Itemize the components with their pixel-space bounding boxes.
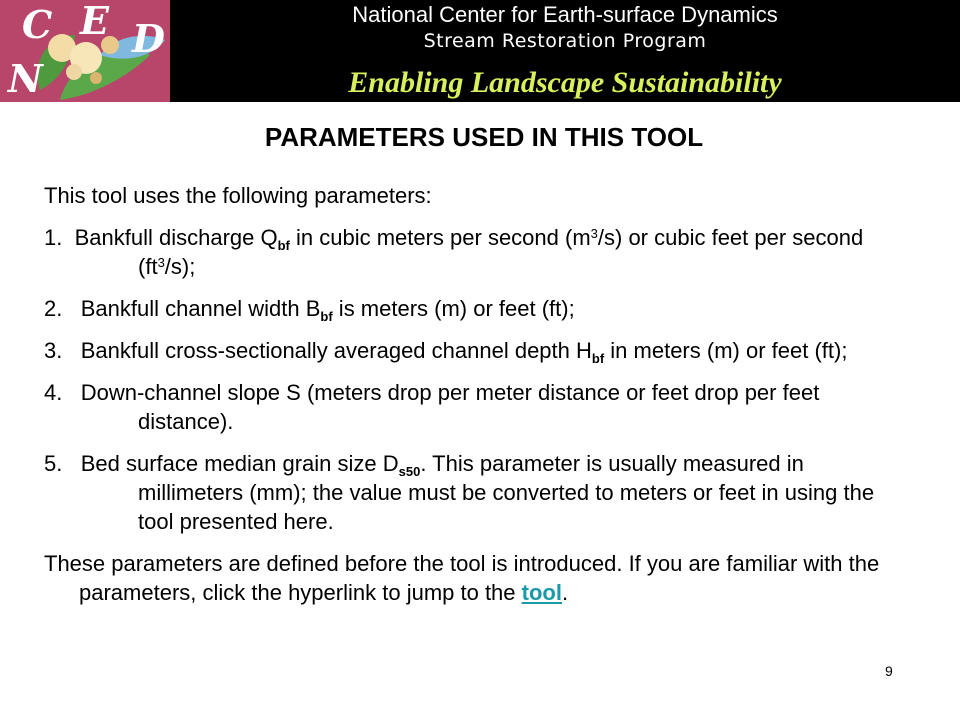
intro-text: This tool uses the following parameters:: [44, 183, 432, 208]
item-text: in cubic meters per second (m: [289, 225, 591, 250]
item-text: is meters (m) or feet (ft);: [332, 296, 575, 321]
closing-period: .: [561, 580, 569, 605]
item-superscript: 3: [590, 226, 598, 241]
item-text: /s) or cubic feet per second (ft: [138, 225, 864, 279]
logo-letter-d: D: [132, 16, 165, 61]
list-item: [44, 294, 904, 323]
item-superscript: 3: [157, 255, 165, 270]
nced-logo: [0, 0, 170, 102]
closing-sentence: These parameters are defined before the tool is introduced. If you are familiar with the parameters, click the hyperlink to jump to the: [44, 551, 880, 605]
item-text: . This parameter is usually measured in millimeters (mm); the value must be converted to meters or feet in using the tool presented here.: [138, 451, 875, 534]
list-item: [44, 223, 904, 281]
item-number: 4.: [44, 380, 63, 405]
logo-letter-c: C: [22, 2, 53, 47]
list-item: [44, 378, 904, 436]
item-text: Bed surface median grain size D: [80, 451, 399, 476]
page-number: 9: [885, 663, 893, 679]
header-banner: [0, 0, 960, 102]
program-name: Stream Restoration Program: [423, 30, 707, 52]
item-text: Bankfull cross-sectionally averaged channel depth H: [80, 338, 592, 363]
tagline: Enabling Landscape Sustainability: [348, 66, 782, 99]
list-item: [44, 336, 904, 365]
item-text: Down-channel slope S (meters drop per meter distance or feet drop per feet distance).: [80, 380, 820, 434]
item-text: Bankfull channel width B: [80, 296, 321, 321]
item-number: 1.: [44, 225, 63, 250]
item-subscript: s50: [398, 464, 421, 479]
item-subscript: bf: [277, 238, 290, 253]
item-number: 2.: [44, 296, 63, 321]
list-item: [44, 449, 904, 536]
item-number: 5.: [44, 451, 63, 476]
item-text: /s);: [164, 254, 196, 279]
item-text: in meters (m) or feet (ft);: [604, 338, 848, 363]
organization-name: National Center for Earth-surface Dynamics: [352, 2, 778, 27]
tool-hyperlink[interactable]: tool: [521, 580, 562, 605]
item-subscript: bf: [591, 351, 605, 366]
item-subscript: bf: [320, 309, 333, 324]
content-body: [44, 181, 904, 607]
logo-letter-e: E: [80, 0, 109, 43]
closing-text: [44, 549, 904, 607]
logo-letter-n: N: [8, 56, 43, 101]
item-number: 3.: [44, 338, 63, 363]
item-text: Bankfull discharge Q: [74, 225, 278, 250]
page-title: PARAMETERS USED IN THIS TOOL: [264, 122, 704, 152]
